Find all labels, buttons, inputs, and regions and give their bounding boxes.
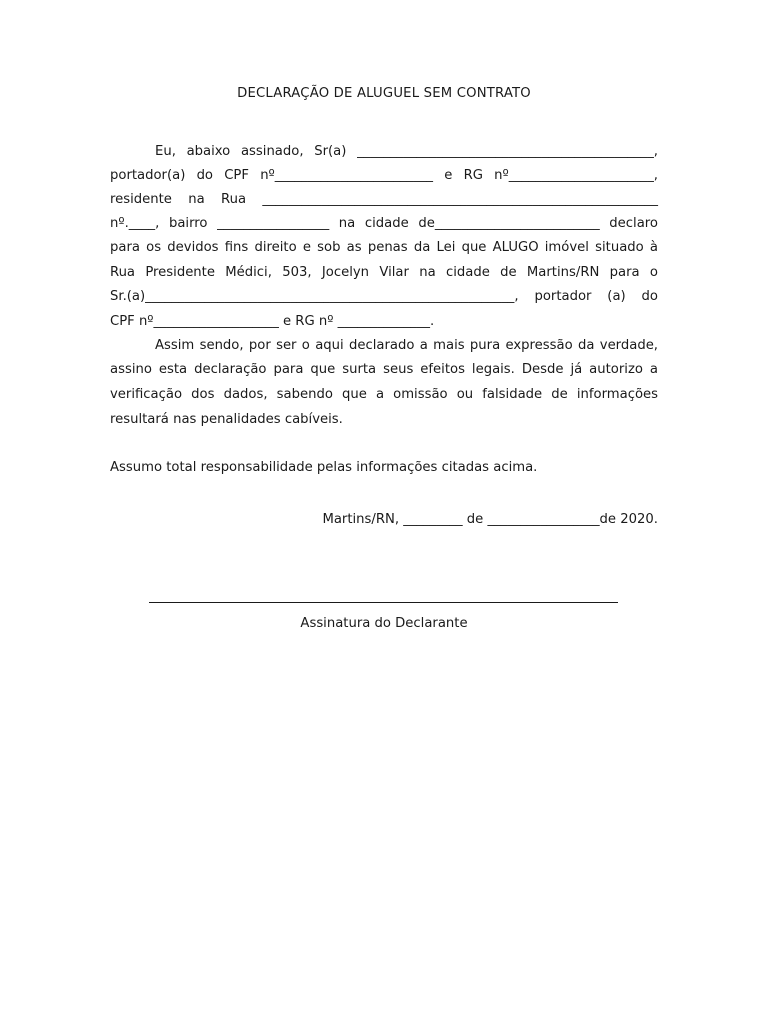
- paragraph1-line: para os devidos fins direito e sob as penas da Lei que ALUGO imóvel situado à: [110, 240, 658, 255]
- paragraph1-line: portador(a) do CPF nº________________________ e RG nº______________________,: [110, 168, 658, 183]
- paragraph1-line: Sr.(a)________________________________________________________, portador (a) do: [110, 289, 658, 304]
- signature-label: Assinatura do Declarante: [300, 616, 468, 631]
- paragraph3: Assumo total responsabilidade pelas informações citadas acima.: [110, 460, 538, 475]
- paragraph1-line: residente na Rua ____________________________________________________________: [110, 192, 658, 207]
- signature-line: [149, 602, 618, 603]
- paragraph2-line: resultará nas penalidades cabíveis.: [110, 412, 343, 427]
- paragraph1-line: Eu, abaixo assinado, Sr(a) _____________________________________________,: [155, 144, 658, 159]
- paragraph2-line: assino esta declaração para que surta seus efeitos legais. Desde já autorizo a: [110, 362, 658, 377]
- paragraph1-line: CPF nº___________________ e RG nº ______________.: [110, 314, 435, 329]
- date-line: Martins/RN, _________ de _________________de 2020.: [322, 512, 658, 527]
- paragraph1-line: Rua Presidente Médici, 503, Jocelyn Vilar na cidade de Martins/RN para o: [110, 265, 658, 280]
- paragraph2-line: verificação dos dados, sabendo que a omissão ou falsidade de informações: [110, 387, 658, 402]
- paragraph2-line: Assim sendo, por ser o aqui declarado a mais pura expressão da verdade,: [155, 338, 658, 353]
- paragraph1-line: nº.____, bairro _________________ na cidade de_________________________ declaro: [110, 216, 658, 231]
- document-title: DECLARAÇÃO DE ALUGUEL SEM CONTRATO: [237, 86, 531, 101]
